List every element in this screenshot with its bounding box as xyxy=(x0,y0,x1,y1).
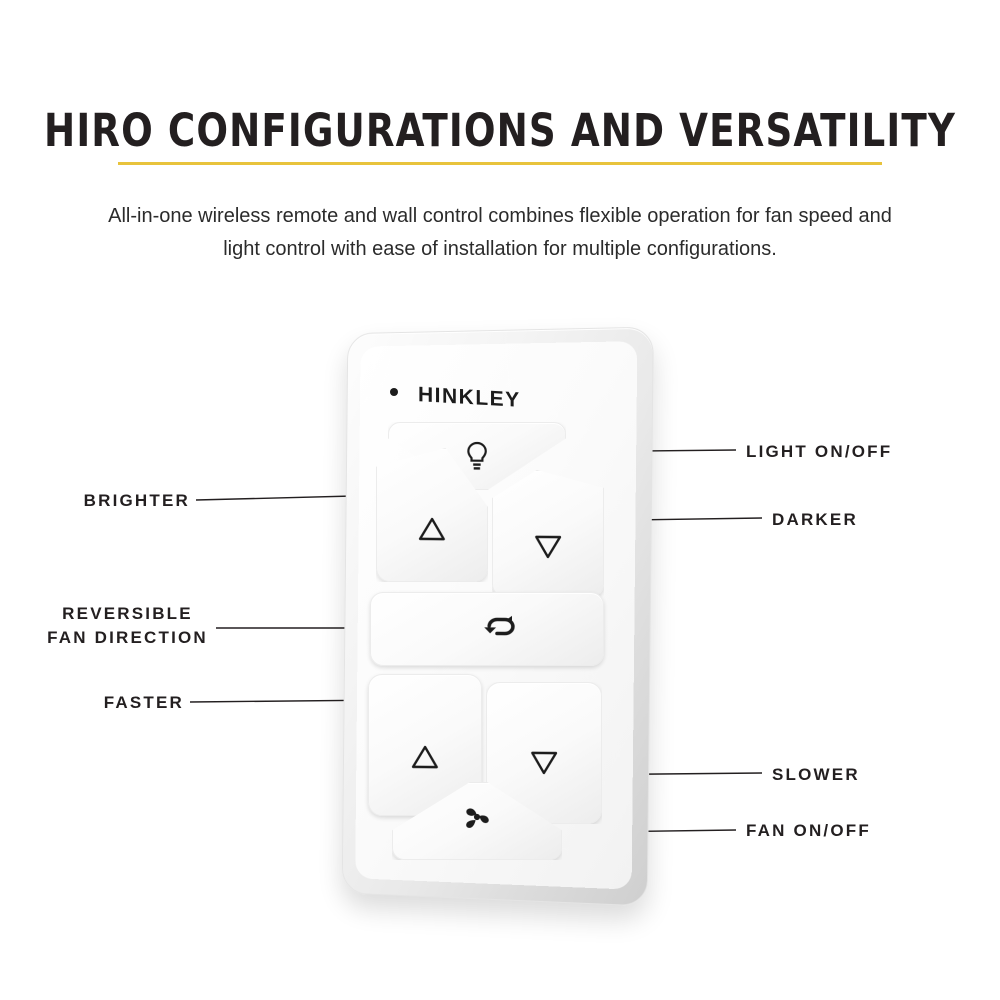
callout-label-darker: DARKER xyxy=(772,510,858,529)
callout-label-fan-on-off: FAN ON/OFF xyxy=(746,821,871,840)
ir-emitter-dot xyxy=(390,388,398,396)
callout-label-reversible-line1: REVERSIBLE xyxy=(62,604,193,623)
callout-label-brighter: BRIGHTER xyxy=(83,491,190,510)
darker-button[interactable] xyxy=(492,470,604,598)
title-underline-rule xyxy=(118,162,882,165)
callout-label-faster: FASTER xyxy=(103,693,184,712)
callout-label-slower: SLOWER xyxy=(772,765,860,784)
remote-control-device xyxy=(340,330,650,900)
triangle-down-icon xyxy=(533,534,563,560)
reversible-fan-direction-button[interactable] xyxy=(370,592,604,666)
triangle-up-icon xyxy=(410,744,440,770)
page-title: HIRO CONFIGURATIONS AND VERSATILITY xyxy=(44,104,956,157)
callout-label-reversible xyxy=(40,602,215,650)
reverse-arrows-icon xyxy=(484,615,518,643)
callout-label-reversible-line2: FAN DIRECTION xyxy=(47,628,208,647)
callout-label-light-on-off: LIGHT ON/OFF xyxy=(746,442,893,461)
triangle-up-icon xyxy=(417,516,447,542)
lightbulb-icon xyxy=(464,441,490,471)
triangle-down-icon xyxy=(529,750,559,776)
page-subtitle: All-in-one wireless remote and wall control combines flexible operation for fan speed and light control with ease of installation for multiple configurations. xyxy=(108,205,892,260)
fan-blades-icon xyxy=(460,802,494,832)
brand-logo: HINKLEY xyxy=(418,383,521,412)
